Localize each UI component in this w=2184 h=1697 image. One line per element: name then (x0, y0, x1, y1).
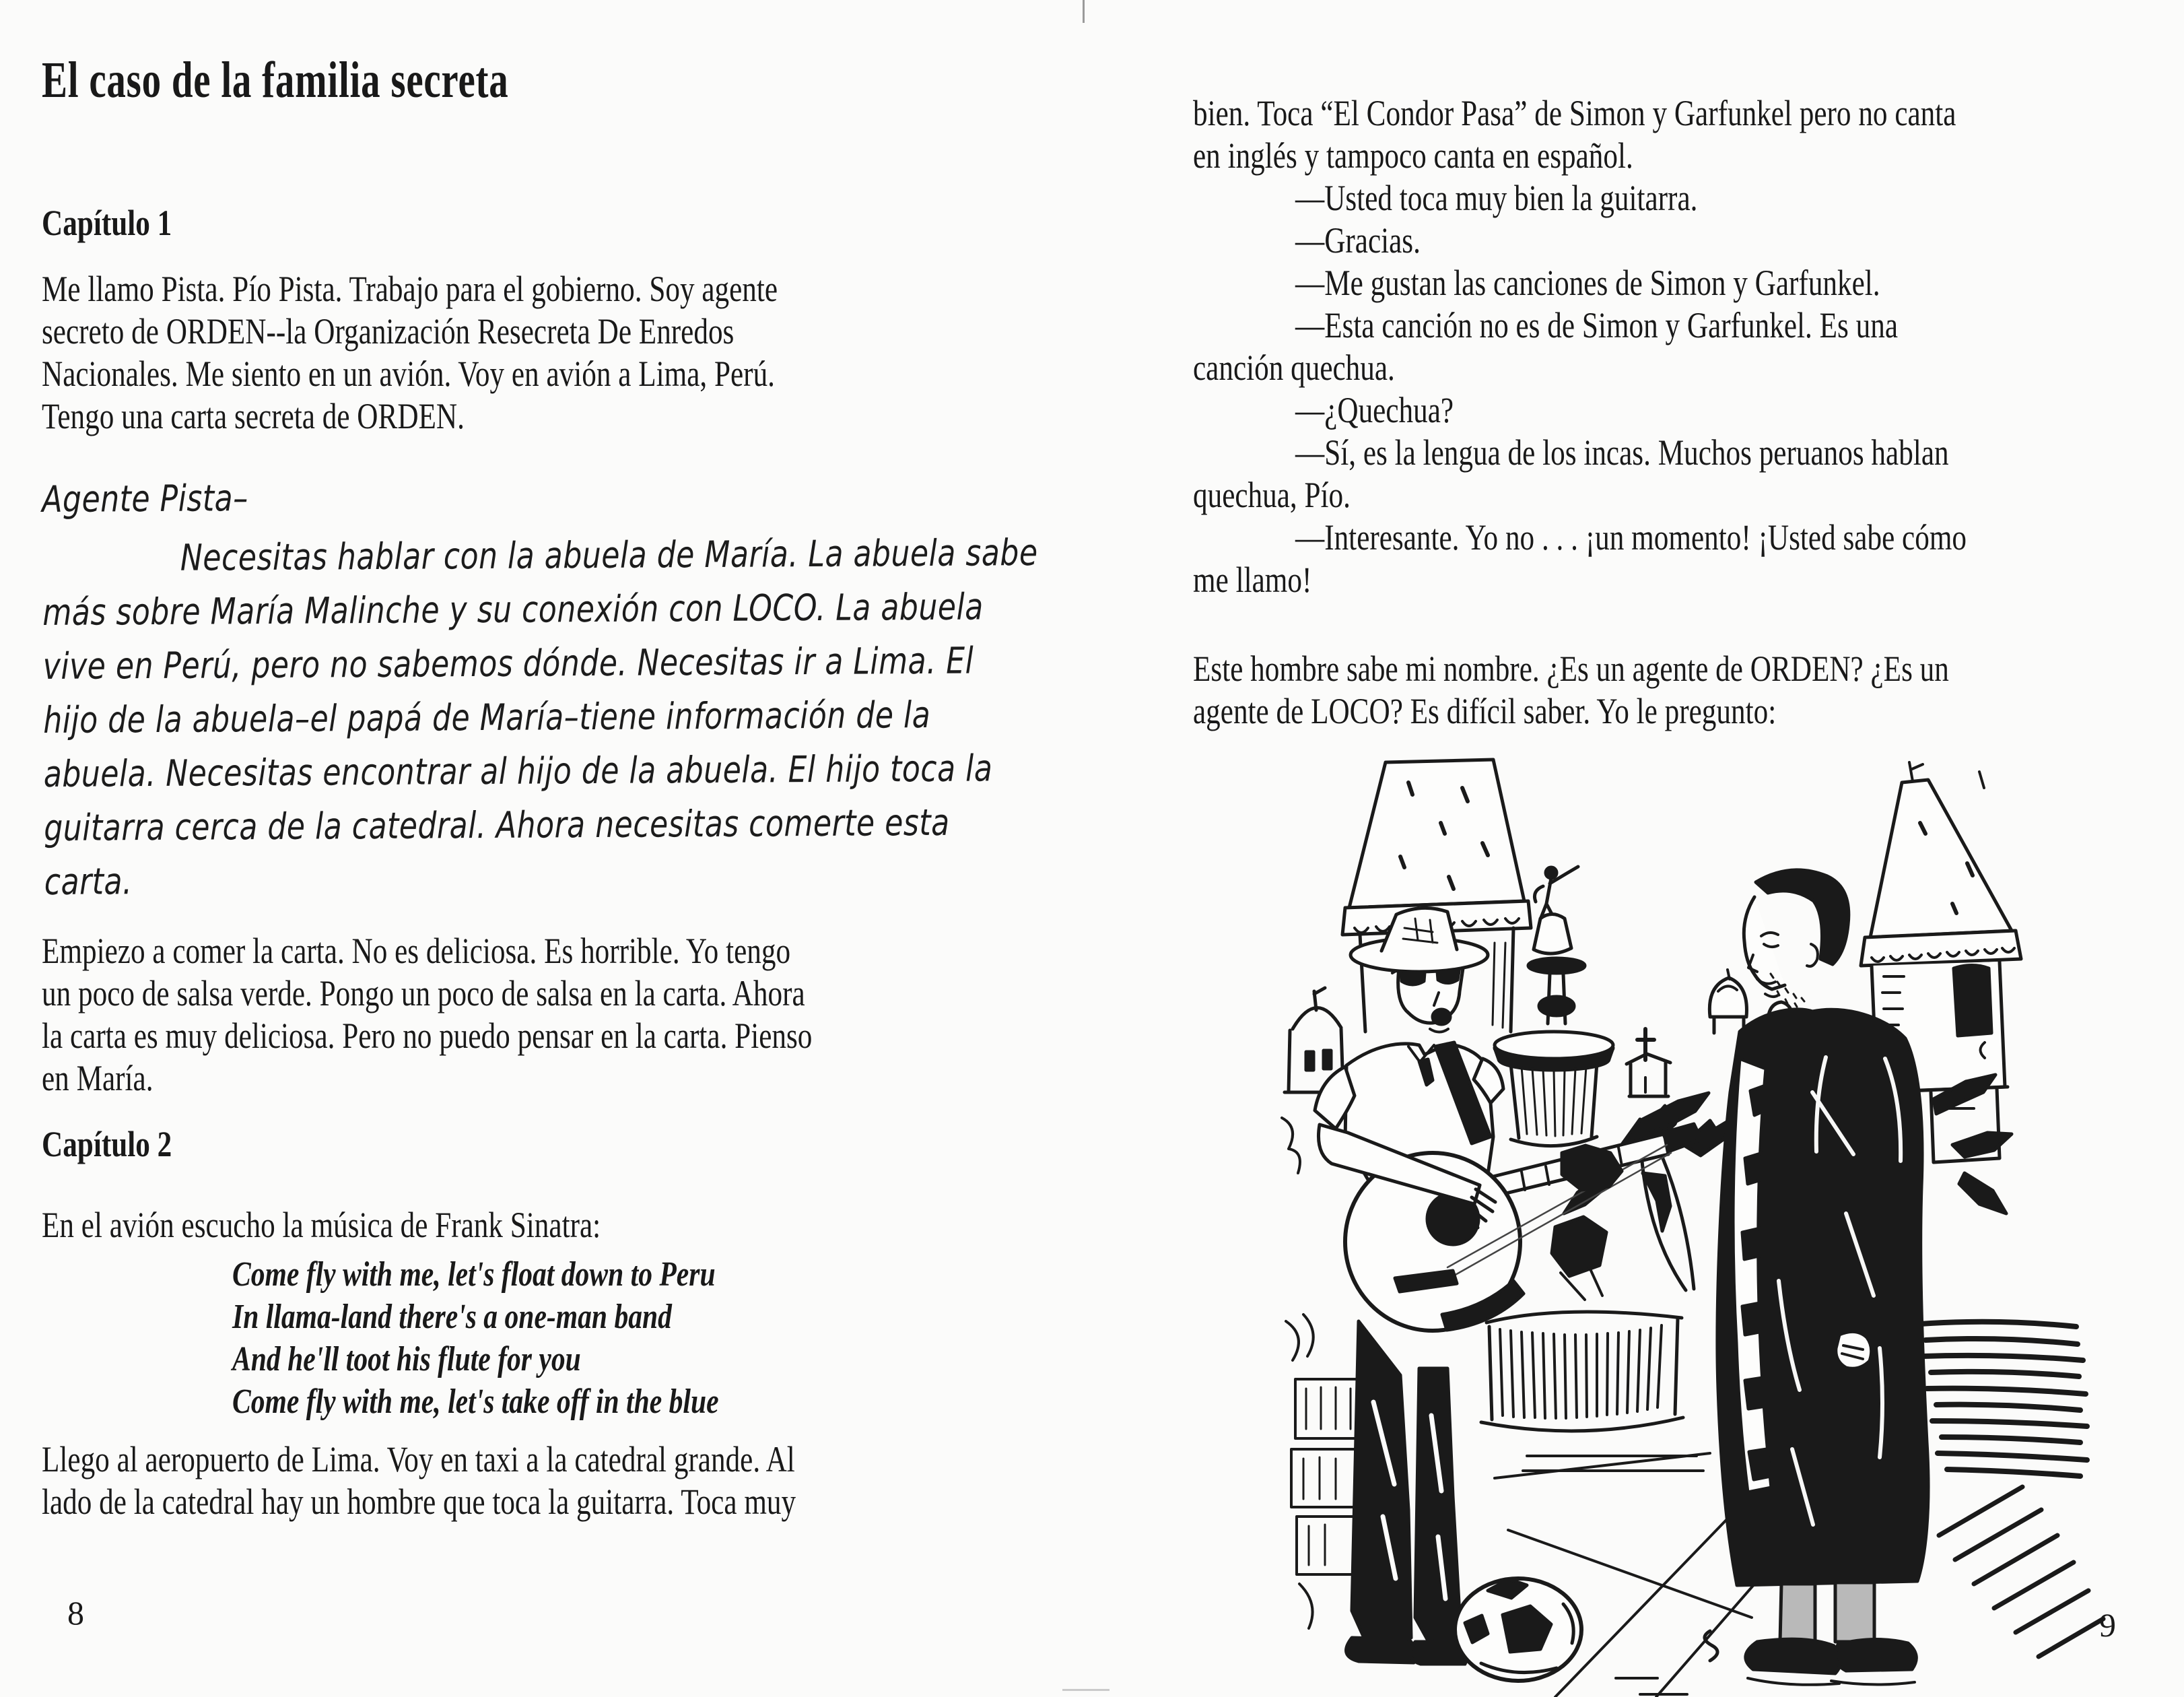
dialogue-line: —Interesante. Yo no . . . ¡un momento! ¡Usted sabe cómo (1295, 517, 1967, 558)
song-line: Come fly with me, let's take off in the blue (232, 1383, 719, 1421)
dialogue-line: me llamo! (1193, 560, 1312, 600)
letter-salutation: Agente Pista– (42, 477, 248, 521)
para-line: Llego al aeropuerto de Lima. Voy en taxi a la catedral grande. Al (42, 1439, 795, 1479)
cross-chapel (1627, 1029, 1670, 1096)
para-line: en inglés y tampoco canta en español. (1193, 135, 1633, 176)
page-number-right: 9 (2099, 1606, 2116, 1644)
dialogue-line: quechua, Pío. (1193, 475, 1351, 515)
para-line: lado de la catedral hay un hombre que toca la guitarra. Toca muy (42, 1482, 796, 1522)
letter-line: Necesitas hablar con la abuela de María. La abuela sabe (180, 531, 1038, 579)
para-line: Tengo una carta secreta de ORDEN. (42, 396, 465, 436)
dialogue-line: —Esta canción no es de Simon y Garfunkel. Es una (1295, 305, 1898, 345)
left-dome-building (1282, 988, 1346, 1360)
letter-line: más sobre María Malinche y su conexión con LOCO. La abuela (42, 585, 984, 634)
page-number-left: 8 (67, 1594, 84, 1632)
chapter-2-heading: Capítulo 2 (42, 1124, 172, 1164)
story-title: El caso de la familia secreta (42, 52, 509, 108)
paragraph-3: En el avión escucho la música de Frank Sinatra: (42, 1205, 601, 1245)
right-paragraph-2 (1193, 648, 2138, 733)
letter-line: carta. (44, 860, 133, 903)
handwritten-letter (42, 465, 1258, 909)
letter-line: hijo de la abuela–el papá de María–tiene información de la (43, 693, 931, 741)
para-line: Nacionales. Me siento en un avión. Voy en avión a Lima, Perú. (42, 354, 775, 394)
illustration (1239, 741, 2141, 1697)
para-line: Empiezo a comer la carta. No es deliciosa. Es horrible. Yo tengo (42, 931, 791, 971)
chapter-1-heading: Capítulo 1 (42, 203, 172, 243)
fold-mark-top (1083, 0, 1085, 23)
para-line: secreto de ORDEN--la Organización Resecreta De Enredos (42, 311, 735, 352)
right-page-text (1193, 92, 2160, 601)
para-line: bien. Toca “El Condor Pasa” de Simon y Garfunkel pero no canta (1193, 93, 1956, 133)
letter-line: abuela. Necesitas encontrar al hijo de la abuela. El hijo toca la (43, 747, 993, 795)
song-line: In llama-land there's a one-man band (232, 1298, 672, 1336)
paragraph-4 (42, 1438, 984, 1523)
song-line: Come fly with me, let's float down to Peru (232, 1255, 716, 1294)
fold-mark-bottom (1062, 1689, 1110, 1691)
letter-line: guitarra cerca de la catedral. Ahora necesitas comerte esta (44, 801, 950, 849)
dialogue-line: —Me gustan las canciones de Simon y Garfunkel. (1295, 263, 1880, 303)
para-line: la carta es muy deliciosa. Pero no puedo pensar en la carta. Pienso (42, 1016, 813, 1056)
dialogue-line: —Gracias. (1295, 220, 1421, 261)
para-line: Me llamo Pista. Pío Pista. Trabajo para el gobierno. Soy agente (42, 269, 778, 309)
song-lyrics (232, 1253, 840, 1423)
para-line: agente de LOCO? Es difícil saber. Yo le pregunto: (1193, 691, 1777, 731)
dialogue-line: —Sí, es la lengua de los incas. Muchos peruanos hablan (1295, 432, 1949, 473)
para-line: Este hombre sabe mi nombre. ¿Es un agente de ORDEN? ¿Es un (1193, 648, 1949, 689)
para-line: un poco de salsa verde. Pongo un poco de salsa en la carta. Ahora (42, 973, 805, 1013)
ball (1455, 1578, 1581, 1681)
plaza-scene-drawing (1239, 741, 2141, 1697)
dialogue-line: canción quechua. (1193, 347, 1395, 388)
dialogue-line: —Usted toca muy bien la guitarra. (1295, 178, 1698, 218)
dialogue-line: —¿Quechua? (1295, 390, 1454, 430)
para-line: en María. (42, 1058, 153, 1098)
paragraph-2 (42, 930, 1005, 1100)
song-line: And he'll toot his flute for you (232, 1340, 581, 1378)
letter-line: vive en Perú, pero no sabemos dónde. Necesitas ir a Lima. El (42, 639, 974, 688)
guitarist (1315, 908, 1701, 1664)
paragraph-1 (42, 268, 961, 438)
